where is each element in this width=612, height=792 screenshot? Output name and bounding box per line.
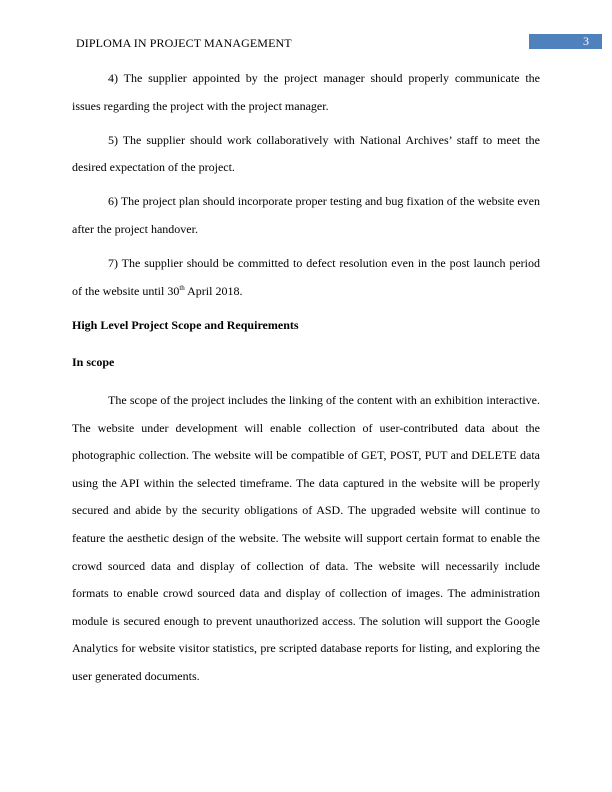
paragraph-item-5: 5) The supplier should work collaboratively with National Archives’ staff to meet the desired expectation of the project. [72, 132, 540, 175]
paragraph-item-4: 4) The supplier appointed by the project manager should properly communicate the issues regarding the project with the project manager. [72, 71, 540, 113]
section-heading-scope: High Level Project Scope and Requirements [72, 317, 299, 332]
paragraph-item-7-date: April 2018. [184, 283, 243, 298]
paragraph-item-6: 6) The project plan should incorporate proper testing and bug fixation of the website even after the project handover. [72, 194, 540, 236]
page-number: 3 [529, 34, 602, 49]
paragraph-item-7 [72, 250, 540, 305]
document-body [72, 65, 540, 697]
paragraph-item-7-text: 7) The supplier should be committed to defect resolution even in the post launch period of the website until 30 [72, 256, 540, 298]
ordinal-suffix: th [179, 283, 185, 292]
in-scope-paragraph: The scope of the project includes the linking of the content with an exhibition interactive. The website under development will enable collection of user-contributed data about the photographic collection. The website will be compatible of GET, POST, PUT and DELETE data using the API within the selected timeframe. The data captured in the website will be properly secured and abide by the security obligations of ASD. The upgraded website will continue to feature the aesthetic design of the website. The website will support certain format to enable the crowd sourced data and display of collection of data. The website will necessarily include formats to enable crowd sourced data and display of collection of images. The administration module is secured enough to prevent unauthorized access. The solution will support the Google Analytics for website visitor statistics, pre scripted database reports for listing, and exploring the user generated documents. [72, 392, 540, 683]
subsection-heading-in-scope: In scope [72, 355, 115, 370]
running-header-title: DIPLOMA IN PROJECT MANAGEMENT [76, 36, 292, 50]
